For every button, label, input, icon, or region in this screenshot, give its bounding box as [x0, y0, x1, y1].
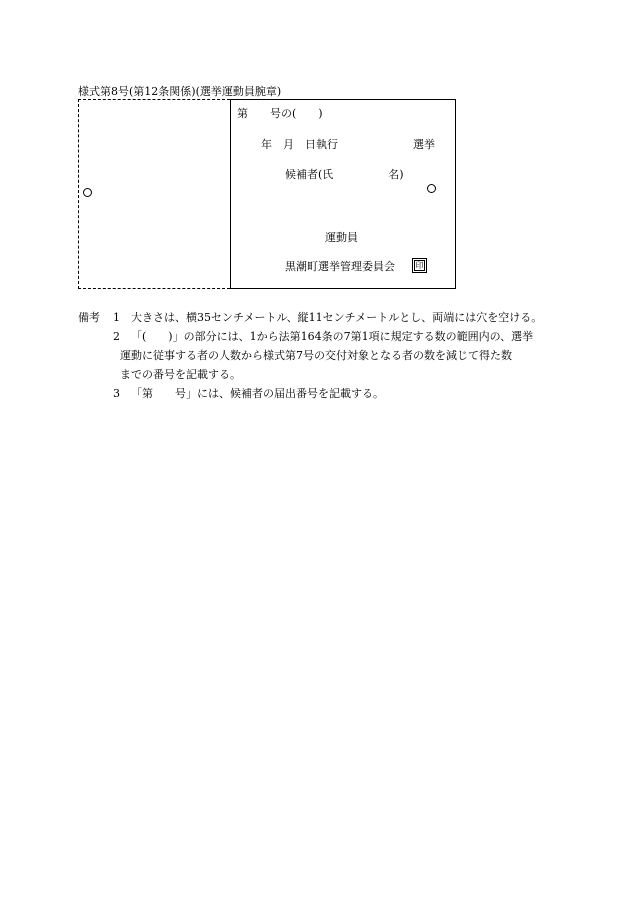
punch-hole-left-icon: [83, 188, 92, 197]
note-line: 大きさは、横35センチメートル、縦11センチメートルとし、両端には穴を空ける。: [131, 311, 543, 324]
badge-date-line: 年 月 日執行: [261, 138, 338, 151]
note-line: 「第 号」には、候補者の届出番号を記載する。: [131, 387, 384, 400]
badge-candidate-line: 候補者(氏 名): [285, 168, 404, 181]
punch-hole-right-icon: [427, 184, 436, 193]
badge-role-label: 運動員: [325, 231, 358, 244]
badge-issuer: 黒潮町選挙管理委員会: [285, 260, 395, 273]
note-number: 3: [113, 387, 120, 400]
notes-label: 備考: [78, 311, 100, 324]
note-line: 運動に従事する者の人数から様式第7号の交付対象となる者の数を減じて得た数: [120, 349, 512, 362]
note-line: 「( )」の部分には、1から法第164条の7第1項に規定する数の範囲内の、選挙: [131, 330, 534, 343]
note-line: までの番号を記載する。: [120, 368, 241, 381]
badge-number-line: 第 号の( ): [237, 107, 323, 120]
armband-stub-dashed: [78, 99, 230, 289]
seal-stamp-icon: 印: [412, 258, 427, 273]
badge-election-label: 選挙: [413, 138, 435, 151]
note-number: 1: [113, 311, 120, 324]
form-title: 様式第8号(第12条関係)(選挙運動員腕章): [78, 85, 282, 98]
note-number: 2: [113, 330, 120, 343]
